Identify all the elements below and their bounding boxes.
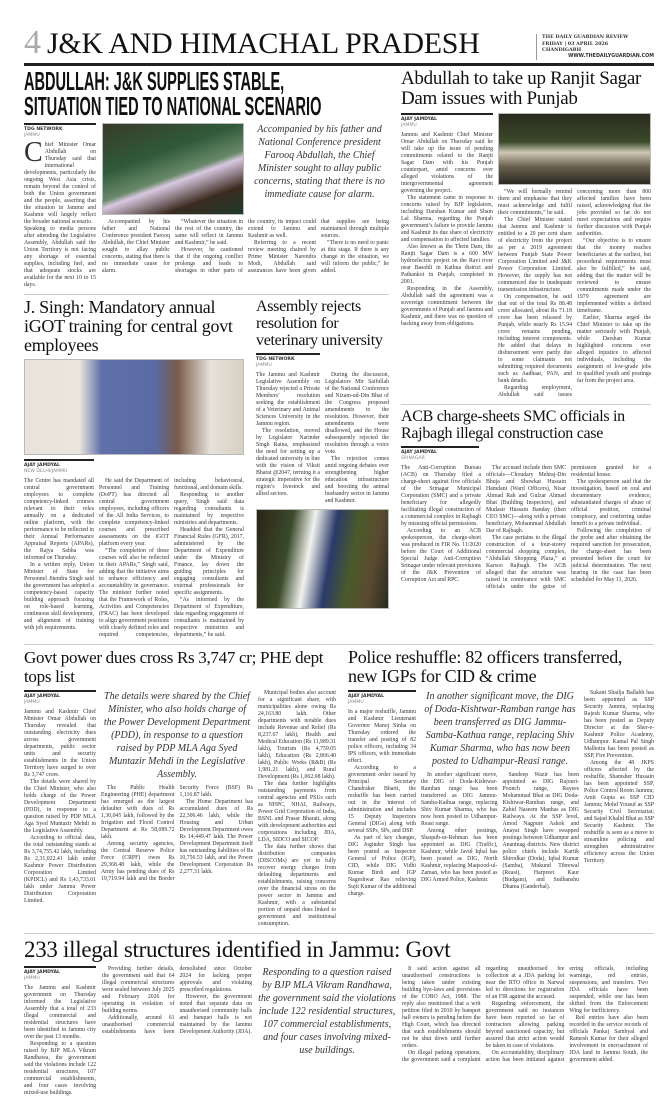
byline-location: JAMMU (348, 700, 364, 705)
paragraph: The Home Department has accumulated dues of Rs 22,306.46 lakh, while the Housing and Urban Development Department owes Rs 14,449.47 lakh. The Power Development Department itself has outstanding liabilities of Rs 10,756.53 lakh, and the Power Development Corporation Rs 2,277.31 lakh. (179, 799, 253, 875)
pull-quote: Accompanied by his father and National Conference president Farooq Abdullah, the Chief Minister sought to allay public concerns, stating that there is no immediate cause for alarm. (254, 124, 385, 200)
paragraph: Responding in the Assembly, Abdullah said the agreement was a sovereign commitment between the governments of Punjab and Jammu and Kashmir, and there was no question of backing away from obligations. (401, 286, 493, 327)
byline (256, 353, 320, 368)
photo-omar-abdullah-assembly (102, 123, 244, 215)
article-ranjit-sagar (401, 69, 651, 399)
paragraph: Among the 48 JKPS officers affected by the reshuffle, Shamsher Hussain has been appointed SSP, Police Control Room Jammu; Amit Gupta as SSP CID Jammu; Mohd Yousuf as SSP Security Civil Secretariat; and Sajad Khalid Bhat as SSP Security Kashmir. The reshuffle is seen as a move to streamline policing and strengthen administrative efficiency across the Union Territory. (584, 760, 654, 864)
article-body-power-col3 (258, 690, 336, 928)
paragraph: The Anti-Corruption Bureau (ACB) on Thursday filed a charge-sheet against five officials of the Srinagar Municipal Corporation (SMC) and a private beneficiary for allegedly facilitating illegal construction of a commercial complex in Rajbagh by misusing official permissions. (401, 465, 481, 527)
byline-author: AJAY JAMDYAL (24, 970, 60, 975)
top-left-column (24, 66, 389, 639)
paragraph: According to official data, the total outstanding stands at Rs 3,74,755.42 lakh, including Rs 2,31,022.41 lakh under Kashmir Power Distribution Corporation Limited (KPDCL) and Rs 1,43,733.01 lakh under Jammu Power Distribution Corporation Limited. (24, 835, 96, 904)
paragraph: Sandeep Wazir has been appointed as DIG Rajouri-Poonch range, Rayees Mohammad Bhat as DIG Doda-Kishtwar-Ramban range, and Zahid Naseem Manhas as DIG Railways. At the SSP level, Amod Nagpure Ashok and Anayat Singh have swapped postings between Udhampur and Anantnag districts. New district police chiefs include Kartik Shirodkar (Doda), Iqbal Kumar (Samba), Mukund Tibrewal (Reasi), Harpreet Kaur (Budgam), and Sudhanshu Dhama (Ganderbal). (502, 772, 579, 890)
city: CHANDIGARH (542, 47, 582, 53)
paragraph: On accountability, disciplinary action has been initiated against erring officials, including warnings, red entries, suspensions, and transfers. Two JDA officials have been suspended, while one has been shifted from the Enforcement Wing for inefficiency. (485, 966, 648, 1063)
paragraph: Among other postings, Shaquib-ur-Rehman has been appointed as DIG (Traffic), Kashmir, while Javid Iqbal has been posted as DIG, North Kashmir, replacing Maqsood-ul-Zaman, who has been posted as DIG Armed Police, Kashmir. (421, 828, 498, 883)
paragraph: Following the completion of the probe and after obtaining the required sanction for prosecution, the charge-sheet has been presented before the court for judicial determination. The next hearing in the case has been scheduled for May 11, 2026. (571, 528, 651, 583)
paragraph: However, he cautioned that if the ongoing conflict prolongs and leads to shortages in other parts of the country, its impact could extend to Jammu and Kashmir as well. (175, 219, 316, 274)
top-right-column (401, 66, 651, 591)
byline (401, 446, 479, 461)
byline-location: JAMMU (24, 700, 40, 705)
byline-location: SRINAGAR (401, 456, 425, 461)
paragraph: The rejection comes amid ongoing debates over strengthening higher education infrastructure and boosting the animal husbandry sector in Jammu and Kashmir. (325, 456, 389, 504)
paragraph: On illegal parking operations, the government said a complaint regarding unauthorised fee collection at a JDA parking lot near the RTO office in Narwal led to directions for registration of an FIR against the accused. (402, 966, 565, 1063)
article-lead (24, 137, 96, 226)
headline-abdullah-line2: SITUATION TIED TO NATIONAL SCENARIO (24, 91, 322, 121)
byline (401, 113, 493, 128)
photo-abdullah-speaking (498, 113, 651, 185)
article-body-veterinary (256, 372, 389, 505)
paragraph: In a major reshuffle, Jammu and Kashmir Lieutenant Governor Manoj Sinha on Thursday ordered the transfer and posting of 82 police officers, including 34 IPS officers, with immediate effect. (348, 709, 416, 764)
paragraph: Referring to a recent review meeting chaired by Prime Minister Narendra Modi, Abdullah said assurances have been given that supplies are being maintained through multiple sources. (248, 219, 389, 274)
page-number: 4 (24, 24, 41, 61)
paragraph: The statement came in response to concerns raised by BJP legislators, including Darshan Kumar and Sham Lal Sharma, regarding the Punjab government’s failure to provide Jammu and Kashmir its due share of electricity and compensation to affected families. (401, 195, 493, 243)
section-top (24, 66, 654, 639)
paragraph: “Whatever the situation in the rest of the country, the same will reflect in Jammu and Kashmir,” he said. (175, 219, 243, 246)
paragraph: Among security agencies, the Central Reserve Police Force (CRPF) owes Rs 29,368.48 lakh, while the Army has pending dues of Rs 19,719.94 lakh and the Border Security Force (BSF) Rs 1,116.87 lakh. (101, 785, 253, 882)
paragraph: The data further shows that distribution companies (DISCOMs) are yet to fully recover energy charges from defaulting departments and establishments, raising concerns over the financial stress on the power sector in Jammu and Kashmir, with a substantial portion of unpaid dues linked to government and institutional consumption. (258, 844, 336, 927)
byline-location: JAMMU (24, 133, 40, 138)
article-body-illegal-col2 (102, 966, 252, 1036)
paragraph: In a written reply, Union Minister of State for Personnel Jitendra Singh said the government has adopted a competency-based capacity building approach focusing on role-based learning, continuous skill development, and alignment of training with job requirements. (24, 562, 94, 631)
byline-author: AJAY JAMDYAL (401, 117, 437, 122)
paragraph: Headded that the General Financial Rules (GFR), 2017, administered by the Department of Expenditure under the Ministry of Finance, lay down the guiding principles for engaging consultants and external professionals for specific assignments. (174, 527, 244, 596)
paragraph: Responding to a question raised by BJP MLA Vikram Randhawa, the government said the violations include 122 residential structures, 107 commercial establishments, and four cases involving mixed-use buildings. (24, 1041, 96, 1096)
pull-quote: Responding to a question raised by BJP MLA Vikram Randhawa, the government said the violations include 122 residential structures, 107 commercial establishments, and four cases involving mixed-use buildings. (258, 967, 396, 1056)
article-body-abdullah-col1 (24, 226, 96, 289)
paragraph: Regarding enforcement, the government said no instances have been reported so far of contractors allowing parking beyond sanctioned capacity, but assured that strict action would be taken in case of violations. (485, 1001, 565, 1049)
pull-quote: The details were shared by the Chief Minister, who also holds charge of the Power Development Department (PDD), in response to a question raised by PDP MLA Aga Syed Muntazir Mehdi in the Legislative Assembly. (103, 691, 251, 780)
article-police-reshuffle (348, 645, 654, 898)
byline-author: AJAY JAMDYAL (348, 694, 384, 699)
paragraph: During the discussion, Legislators Mir Saifullah of the National Conference and Nizam-ud-Din Bhat of the Congress proposed amendments to the resolution. However, their amendments were disallowed, and the House subsequently rejected the resolution through a voice vote. (325, 372, 389, 455)
headline-police-reshuffle: Police reshuffle: 82 officers transferred, new IGPs for CID & crime (348, 647, 623, 686)
paragraph: Providing further details, the government said that 64 illegal commercial structures were sealed between July 2025 and February 2026 for operating in violation of building norms. (102, 966, 175, 1014)
article-body-illegal-col3 (402, 966, 648, 1064)
headline-illegal-structures: 233 illegal structures identified in Jammu: Govt (24, 937, 451, 962)
byline-location: JAMMU (24, 976, 40, 981)
paragraph: On compensation, he said that out of the total Rs 88.48 crore allocated, about Rs 71.18 crore has been released by Punjab, while nearly Rs 15.94 crore remains pending, including interest components. He added that delays in disbursement were partly due to some claimants not submitting required documents such as Aadhaar, PAN, and bank details. (498, 294, 572, 384)
paragraph: “As informed by the Department of Expenditure, data regarding engagement of consultants is maintained by respective ministries and departments,” he said. (174, 597, 244, 638)
byline-location: JAMMU (401, 123, 417, 128)
paragraph: The resolution, moved by Legislator Narinder Singh Raina, emphasized the need for setting up a dedicated university in line with the vision of Viksit Bharat @2047, terming it a strategic imperative for the region’s livestock and allied sectors. (256, 428, 320, 497)
masthead-meta (536, 34, 654, 60)
paragraph: The details were shared by the Chief Minister, who also holds charge of the Power Development Department (PDD), in response to a question raised by PDP MLA Aga Syed Muntazir Mehdi in the Legislative Assembly. (24, 779, 96, 834)
paragraph: However, the government noted that separate data on unauthorised community halls and banquet halls is not maintained by the Jammu Development Authority (JDA). (179, 994, 252, 1035)
byline (24, 123, 96, 138)
article-igot (24, 295, 244, 639)
paragraph: Municipal bodies also account for a significant share, with municipalities alone owing Rs 24,163.80 lakh. Other departments with notable dues include Revenue and Relief (Rs 8,237.67 lakh), Health and Medical Education (Rs 11,989.31 lakh), Tourism (Rs 4,759.05 lakh), Education (Rs 2,866.40 lakh), Public Works (R&B) (Rs 1,981.21 lakh), and Rural Development (Rs 1,062.98 lakh). (258, 690, 336, 780)
pull-quote: In another significant move, the DIG of Doda-Kishtwar-Ramban range has been transferred as DIG Jammu-Samba-Kathua range, replacing Shiv Kumar Sharma, who has now been posted to Udhampur-Reasi range. (424, 691, 576, 767)
article-veterinary (256, 295, 389, 609)
paragraph: The case pertains to the illegal construction of a four-storey commercial shopping complex, “Abdullah Shopping Plaza,” at Karsoo Rajbagh. The ACB alleged that the structure was raised in connivance with SMC officials under the guise of permission granted for a residential house. (486, 465, 651, 590)
paragraph: “There is no need to panic at this stage. If there is any change in the situation, we will inform the public,” he added. (321, 240, 389, 274)
headline-abdullah (24, 66, 389, 121)
paper-name: THE DAILY GUARDIAN REVIEW (542, 34, 629, 40)
article-body-acb (401, 465, 651, 591)
byline-author: TDG NETWORK (256, 357, 295, 362)
article-power-dues (24, 645, 336, 928)
paragraph: The Jammu and Kashmir Legislative Assembly on Thursday rejected a Private Members’ resolution seeking the establishment of a Veterinary and Animal Sciences University in the Jammu region. (256, 372, 320, 427)
lead-text: hief Minister Omar Abdullah on Thursday said that international developments, particularly the ongoing West Asia crisis, remain beyond the control of both the Union government and the people, asserting that the situation in Jammu and Kashmir will largely reflect the broader national scenario. (24, 142, 96, 225)
paragraph: Earlier, Sharma urged the Chief Minister to take up the matter seriously with Punjab, while Darshan Kumar highlighted concerns over alleged injustice to affected individuals, including the assignment of low-grade jobs to qualified youth and postings far from the project area. (577, 315, 651, 384)
article-illegal-structures (24, 937, 654, 1097)
row-igot-veterinary (24, 295, 389, 639)
article-acb (401, 408, 651, 591)
article-body-illegal-col1 (24, 985, 96, 1097)
paragraph: “We will formally remind them and emphasise that they must acknowledge and fulfil their commitments,” he said. (498, 189, 572, 216)
article-body-power-col2 (101, 785, 253, 883)
headline-acb: ACB charge-sheets SMC officials in Rajbagh illegal construction case (401, 408, 625, 442)
paragraph: As part of key changes, DIG Joginder Singh has been posted as Inspector General of Police (IGP), CID, while DIG Vidhi Kumar Birdi and IGP Nageshwar Rao relieving Sujit Kumar of the additional charge. (348, 835, 416, 897)
byline (24, 966, 96, 981)
byline (24, 690, 96, 705)
headline-power-dues: Govt power dues cross Rs 3,747 cr; PHE dept tops list (24, 648, 324, 686)
byline-location: NEW DELHI/JAMMU (24, 469, 68, 474)
paragraph: The data further highlights outstanding payments from central agencies and PSUs such as NHPC, NHAI, Railways, Power Grid Corporation of India, BSNL and Prasar Bharati, along with development authorities and corporations including JDA, LDA, SIDCO and SICOP. (258, 781, 336, 843)
paragraph: Additionally, around 61 unauthorised commercial establishments have been demolished since October 2024 for lacking proper approvals and violating prescribed regulations. (102, 966, 252, 1035)
byline-author: AJAY JAMDYAL (24, 463, 60, 468)
article-body-ranjit-col1 (401, 132, 493, 328)
article-body-police-col1 (348, 709, 416, 898)
photo-assembly-speaker (256, 509, 389, 609)
paragraph: It said action against all unauthorised constructions is being taken under existing building bye-laws and provisions of the COBO Act, 1988. The reply also mentioned that a writ petition filed in 2010 by banquet hall owners is pending before the High Court, which has directed that such establishments should not be shut down until further orders. (402, 966, 481, 1049)
section-middle (24, 645, 654, 928)
paragraph: The Jammu and Kashmir government on Thursday informed the Legislative Assembly that a total of 233 illegal commercial and residential structures have been identified in Jammu city over the past 13 months. (24, 985, 96, 1040)
headline-igot: J. Singh: Mandatory annual iGOT training for central govt employees (24, 297, 233, 355)
paragraph: The Chief Minister stated that Jammu and Kashmir is entitled to a 20 per cent share of electricity from the project as per a 2019 agreement between Punjab State Power Corporation Limited and J&K Power Corporation Limited. However, the supply has not commenced due to inadequate transmission infrastructure. (498, 217, 572, 293)
byline-author: AJAY JAMDYAL (24, 694, 60, 699)
website-url: WWW.THEDAILYGUARDIAN.COM (568, 53, 654, 59)
paragraph: Jammu and Kashmir Chief Minister Omar Abdullah on Thursday said he will take up the issue of pending commitments related to the Ranjit Sagar Dam with his Punjab counterpart, amid concerns over alleged violations of the intergovernmental agreement governing the project. (401, 132, 493, 194)
paragraph: Sukant Shailja Ballabh has been appointed as SSP Security Jammu, replacing Rajesh Kumar Sharma, who has been posted as Deputy Director at the Sher-e-Kashmir Police Academy, Udhampur. Kamal Pal Singh Malhotra has been posted as SSP, Fire Prevention. (584, 690, 654, 759)
byline-location: JAMMU (256, 363, 272, 368)
article-body-ranjit-col2 (498, 189, 651, 399)
photo-jitendra-singh-rajya-sabha (24, 359, 244, 455)
article-body-abdullah (102, 219, 389, 275)
section-title: J&K AND HIMACHAL PRADESH (47, 27, 480, 60)
paragraph: Jammu and Kashmir Chief Minister Omar Abdullah on Thursday revealed that outstanding electricity dues across government departments, public sector units and security establishments in the Union Territory have surged to over Rs 3,747 crore. (24, 709, 96, 778)
paragraph: According to a government order issued by Principal Secretary Chandraker Bharti, the reshuffle has been carried out in the interest of administration and includes 15 Deputy Inspectors General (DIGs) along with several SSPs, SPs, and DSP. (348, 765, 416, 834)
article-body-power-col1 (24, 709, 96, 905)
paragraph: The spokesperson said that the investigation, based on oral and documentary evidence, substantiated charges of abuse of official position, criminal conspiracy, and conferring undue benefit to a private individual. (571, 479, 651, 527)
paragraph: Accompanied by his father and National Conference president Farooq Abdullah, the Chief Minister sought to allay public concerns, stating that there is no immediate cause for alarm. (102, 219, 170, 274)
headline-veterinary: Assembly rejects resolution for veterinary university (256, 298, 383, 349)
paragraph: The Public Health Engineering (PHE) department has emerged as the largest defaulter with dues of Rs 1,30,045 lakh, followed by the Irrigation and Flood Control Department at Rs 58,089.72 lakh. (101, 785, 175, 840)
drop-cap: C (24, 137, 43, 168)
paragraph: The accused include then SMC officials—Choudary Mehraj-Din Bhuja and Showkat Hussain Hamdani (Ward Officers), Nisar Ahmad Rah and Gulzar Ahmad Bhat (Building Inspectors), and Mudasir Hussain Banday (then CEO SMC)—along with a private beneficiary, Mohammad Abdullah Dar of Rajbagh. (486, 465, 566, 534)
paragraph: Speaking to media persons after attending the Legislative Assembly, Abdullah said the Union Territory is not facing any shortage of essential supplies, including fuel, and that adequate stocks are available for the next 10 to 15 days. (24, 226, 96, 288)
article-body-igot (24, 478, 244, 639)
article-body-police-col3 (584, 690, 654, 865)
paragraph: “Our objective is to ensure that the money reaches beneficiaries at the earliest, but procedural requirements must also be fulfilled,” he said, adding that the matter will be reviewed to ensure commitments made under the 1979 agreement are implemented within a defined timeframe. (577, 238, 651, 314)
paragraph: Red entries have also been recorded in the service records of officials Pankaj Sambyal and Ramesh Kumar for their alleged involvement in encroachment of JDA land in Jammu South, the government added. (569, 1015, 648, 1063)
paragraph: Responding to another query, Singh said data regarding consultants is maintained by respective ministries and departments. (174, 492, 244, 526)
headline-abdullah-line1: ABDULLAH: J&K SUPPLIES STABLE, (24, 66, 285, 96)
byline (348, 690, 416, 705)
byline (24, 459, 94, 474)
paragraph: In another significant move, the DIG of Doda-Kishtwar-Ramban range has been transferred as DIG Jammu-Samba-Kathua range, replacing Shiv Kumar Sharma, who has now been posted to Udhampur-Reasi range. (421, 772, 498, 827)
byline-author: AJAY JAMDYAL (401, 450, 437, 455)
article-abdullah (24, 66, 389, 289)
headline-ranjit-sagar: Abdullah to take up Ranjit Sagar Dam issues with Punjab (401, 68, 641, 109)
paragraph: “The completion of these courses will also be reflected in their APARs,” Singh said, adding that the initiative aims to enhance efficiency and accountability in governance. The minister further noted that the Framework of Roles, Activities and Competencies (FRAC) has been developed to align government positions with clearly defined roles and required competencies, including behavioural, functional, and domain skills. (99, 478, 244, 638)
paragraph: Regarding employment, Abdullah said issues concerning more than 800 affected families have been raised, acknowledging that the jobs provided so far do not meet expectations and require further discussion with Punjab authorities. (498, 189, 651, 398)
masthead (24, 26, 654, 66)
byline-author: TDG NETWORK (24, 127, 63, 132)
paragraph: According to an ACB spokesperson, the charge-sheet was produced in FIR No. 11/2020 before the Court of Additional Special Judge Anti-Corruption Srinagar under relevant provisions of the J&K Prevention of Corruption Act and RPC. (401, 528, 482, 583)
paragraph: The Centre has mandated all central government employees to complete competency-linked courses relevant to their roles annually on a dedicated online platform, with the performance to be reflected in their Annual Performance Appraisal Reports (APARs), the Rajya Sabha was informed on Thursday. (24, 478, 94, 561)
article-body-police-col2 (421, 772, 579, 891)
issue-date: FRIDAY | 03 APRIL 2026 (542, 40, 609, 47)
paragraph: Also known as the Thein Dam, the Ranjit Sagar Dam is a 600 MW hydroelectric project on the Ravi river near Basohli in Kathua district and Pathankot in Punjab, completed in 2001. (401, 244, 493, 285)
paragraph: He said the Department of Personnel and Training (DoPT) has directed all central government employees, including officers of the All India Services, to complete competency-linked courses and prescribed assessments on the iGOT platform every year. (99, 478, 169, 547)
